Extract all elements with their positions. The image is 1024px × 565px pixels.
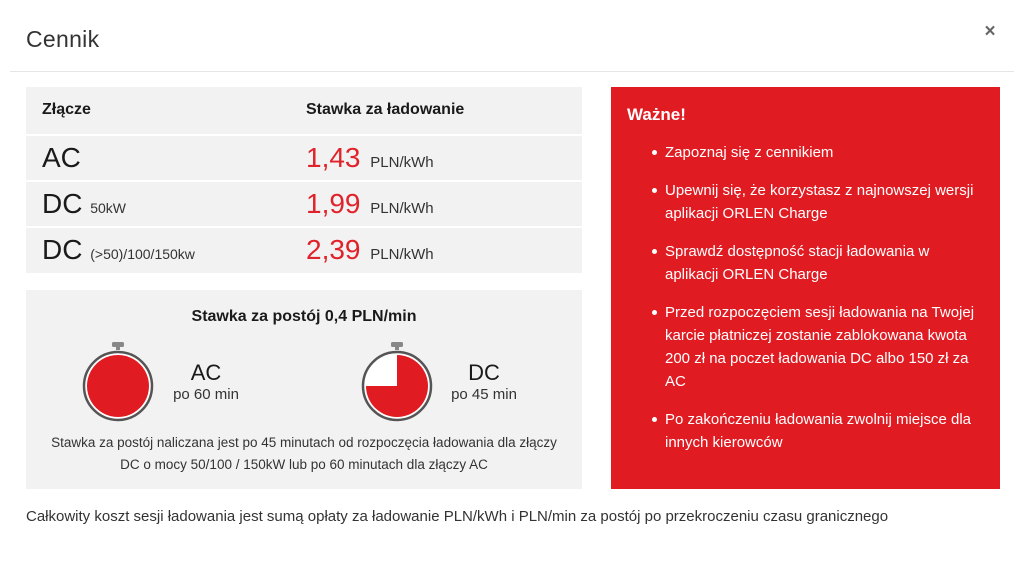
total-cost-note: Całkowity koszt sesji ładowania jest sumą opłaty za ładowanie PLN/kWh i PLN/min za postój po przekroczeniu czasu granicznego	[26, 508, 889, 525]
stopwatch-icon	[359, 342, 435, 426]
timer-duration: po 45 min	[451, 386, 517, 403]
list-item: Upewnij się, że korzystasz z najnowszej wersji aplikacji ORLEN Charge	[665, 179, 985, 225]
price-table	[26, 87, 582, 273]
stopwatch-fill	[87, 355, 149, 417]
price-unit: PLN/kWh	[370, 246, 434, 263]
modal-header	[0, 0, 1024, 72]
list-item: Po zakończeniu ładowania zwolnij miejsce dla innych kierowców	[665, 408, 985, 454]
column-header-connector: Złącze	[42, 101, 91, 118]
table-row	[26, 182, 582, 226]
column-header-rate: Stawka za ładowanie	[306, 101, 465, 118]
table-row	[26, 228, 582, 273]
idle-fee-title: Stawka za postój 0,4 PLN/min	[191, 308, 417, 325]
timer-connector: DC	[468, 360, 500, 385]
list-item: Sprawdź dostępność stacji ładowania w aplikacji ORLEN Charge	[665, 240, 985, 286]
timer-label-dc	[434, 360, 534, 403]
timer-connector: AC	[190, 360, 222, 385]
close-icon[interactable]: ×	[984, 21, 996, 42]
idle-fee-note: Stawka za postój naliczana jest po 45 minutach od rozpoczęcia ładowania dla złączy DC o mocy 50/100 / 150kW lub po 60 minutach dla złączy AC	[51, 435, 557, 472]
table-header-row	[26, 87, 582, 134]
connector-name: DC (>50)/100/150kw	[42, 234, 195, 265]
charging-price: 2,39 PLN/kWh	[306, 234, 434, 265]
important-title: Ważne!	[627, 105, 686, 124]
timer-label-ac	[156, 360, 256, 403]
list-item: Zapoznaj się z cennikiem	[665, 141, 985, 164]
stopwatch-stem	[395, 346, 399, 350]
stopwatch-icon	[80, 342, 156, 426]
charging-price: 1,99 PLN/kWh	[306, 188, 434, 219]
price-unit: PLN/kWh	[370, 200, 434, 217]
important-list	[665, 141, 985, 469]
price-unit: PLN/kWh	[370, 154, 434, 171]
header-divider	[10, 71, 1014, 72]
idle-fee-box	[26, 290, 582, 489]
connector-name: DC 50kW	[42, 188, 127, 219]
connector-power: (>50)/100/150kw	[90, 246, 195, 262]
connector-name: AC	[42, 142, 81, 173]
important-panel	[611, 87, 1000, 489]
list-item: Przed rozpoczęciem sesji ładowania na Twojej karcie płatniczej zostanie zablokowana kwota 200 zł na poczet ładowania DC albo 150 zł za AC	[665, 301, 985, 393]
connector-power: 50kW	[90, 200, 127, 216]
modal-title: Cennik	[26, 26, 100, 52]
stopwatch-stem	[116, 346, 120, 350]
table-row	[26, 136, 582, 180]
charging-price: 1,43 PLN/kWh	[306, 142, 434, 173]
timer-duration: po 60 min	[173, 386, 239, 403]
